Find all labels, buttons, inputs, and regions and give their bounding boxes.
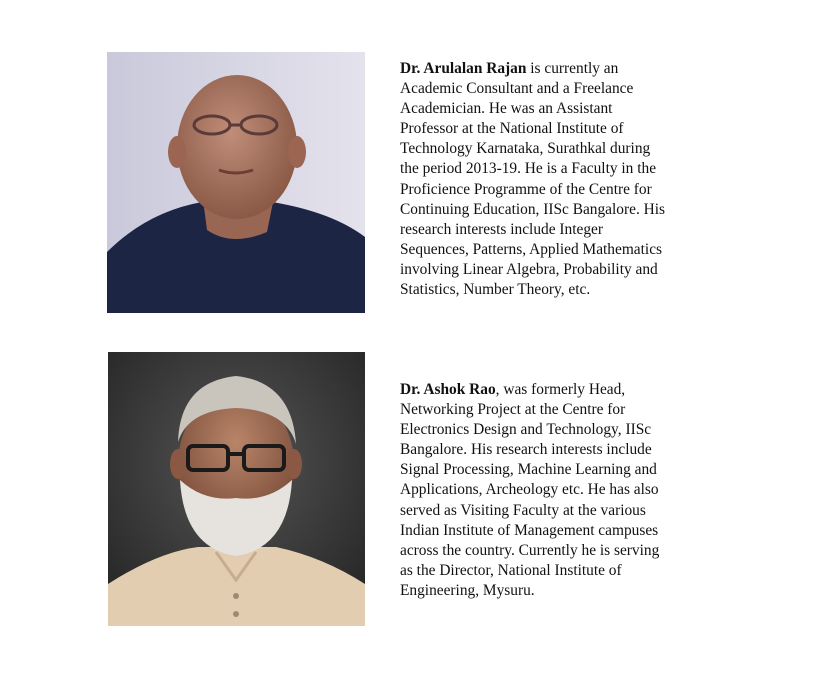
bio-line: Signal Processing, Machine Learning and: [400, 461, 657, 479]
bio-line: as the Director, National Institute of: [400, 561, 622, 579]
bio-line: served as Visiting Faculty at the various: [400, 501, 646, 519]
rajan-portrait-photo: [107, 52, 365, 313]
bio-line: Academic Consultant and a Freelance: [400, 80, 634, 98]
bio-line: Applications, Archeology etc. He has also: [400, 481, 659, 499]
bio-line: the period 2013-19. He is a Faculty in the: [400, 160, 657, 178]
bio-line: Academician. He was an Assistant: [400, 100, 613, 118]
person-name: Dr. Arulalan Rajan: [400, 60, 527, 77]
bio-line: Continuing Education, IISc Bangalore. His: [400, 200, 666, 218]
bio-line: Networking Project at the Centre for: [400, 401, 626, 419]
bio-line: Technology Karnataka, Surathkal during: [400, 140, 651, 158]
bio-line: research interests include Integer: [400, 220, 603, 238]
bio-line: Indian Institute of Management campuses: [400, 521, 659, 539]
bio-line: Dr. Ashok Rao, was formerly Head,: [400, 381, 626, 398]
rajan-bio: [400, 59, 730, 300]
bio-line: Statistics, Number Theory, etc.: [400, 281, 591, 299]
portrait-photo-icon: [108, 352, 365, 626]
bio-line: Bangalore. His research interests include: [400, 441, 652, 459]
rao-portrait-photo: [108, 352, 365, 626]
bio-line: Professor at the National Institute of: [400, 120, 624, 138]
person-name: Dr. Ashok Rao: [400, 381, 496, 398]
bio-line: Electronics Design and Technology, IISc: [400, 421, 652, 439]
bio-line: Engineering, Mysuru.: [400, 581, 535, 599]
bio-line: Sequences, Patterns, Applied Mathematics: [400, 240, 663, 258]
bio-line: Proficience Programme of the Centre for: [400, 180, 652, 198]
bio-line: across the country. Currently he is serving: [400, 541, 660, 559]
bio-line: involving Linear Algebra, Probability and: [400, 260, 658, 278]
bio-line: Dr. Arulalan Rajan is currently an: [400, 60, 619, 77]
rao-bio: [400, 380, 730, 601]
portrait-photo-icon: [107, 52, 365, 313]
